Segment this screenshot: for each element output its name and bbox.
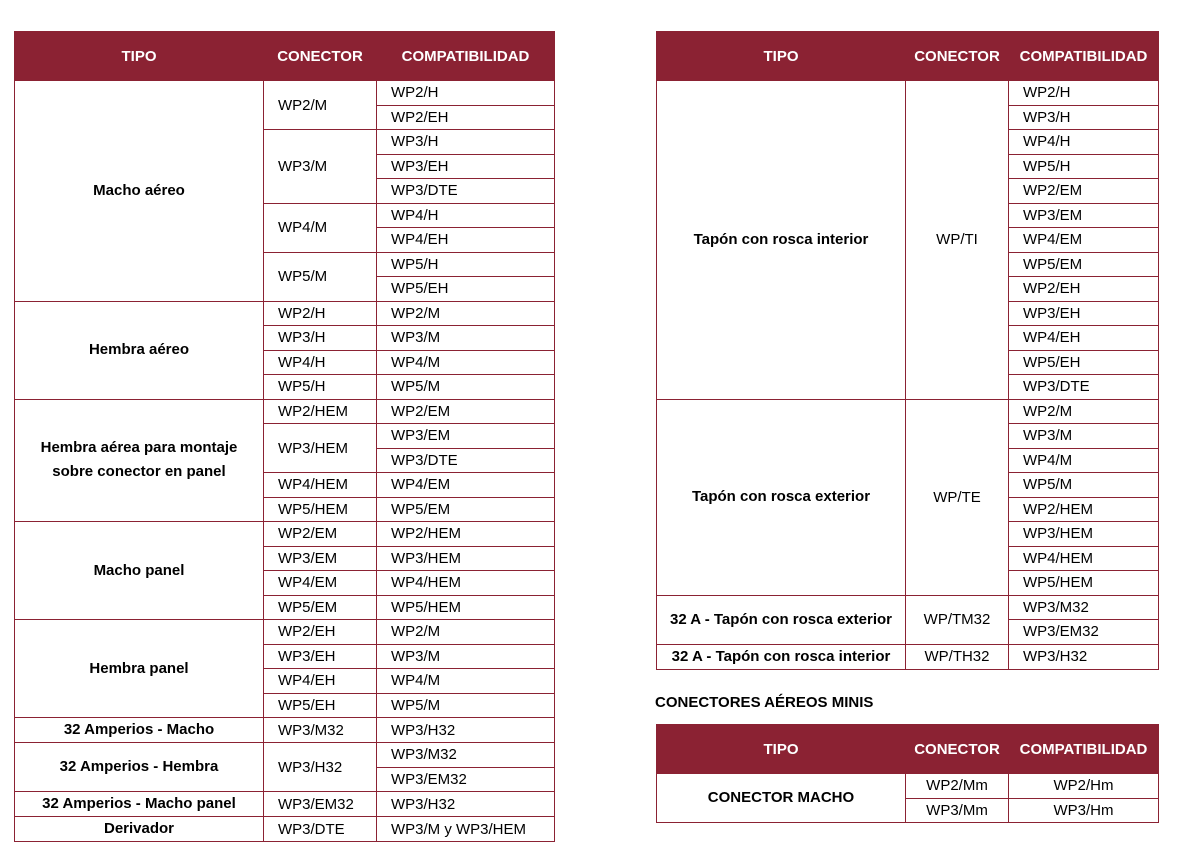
compat-cell: WP4/EH: [1009, 326, 1159, 351]
connector-cell: WP3/EM: [264, 546, 377, 571]
compat-cell: WP5/EH: [377, 277, 555, 302]
table-row: [657, 595, 1159, 620]
compat-cell: WP3/H32: [1009, 644, 1159, 669]
mini-connectors-title: CONECTORES AÉREOS MINIS: [655, 694, 874, 711]
compat-cell: WP2/HEM: [1009, 497, 1159, 522]
compat-cell: WP5/EH: [1009, 350, 1159, 375]
table-row: [15, 522, 555, 547]
compat-cell: WP3/EH: [1009, 301, 1159, 326]
compat-cell: WP3/EM32: [1009, 620, 1159, 645]
connector-cell: WP4/H: [264, 350, 377, 375]
compat-cell: WP5/HEM: [377, 595, 555, 620]
compat-cell: WP5/H: [1009, 154, 1159, 179]
table-row: [657, 81, 1159, 106]
type-cell: Hembra aéreo: [15, 301, 264, 399]
compat-cell: WP3/DTE: [1009, 375, 1159, 400]
header-tipo: TIPO: [657, 32, 906, 81]
compat-cell: WP2/EH: [377, 105, 555, 130]
connector-cell: WP3/EH: [264, 644, 377, 669]
compat-cell: WP3/M32: [377, 743, 555, 768]
compatibility-table-left: [14, 31, 555, 842]
table-row: [15, 620, 555, 645]
compat-cell: WP5/EM: [377, 497, 555, 522]
connector-cell: WP/TE: [906, 399, 1009, 595]
compat-cell: WP5/H: [377, 252, 555, 277]
connector-cell: WP4/EH: [264, 669, 377, 694]
compatibility-table-mini: [656, 724, 1159, 823]
table-row: [657, 774, 1159, 799]
compat-cell: WP4/M: [1009, 448, 1159, 473]
header-conector: CONECTOR: [264, 32, 377, 81]
connector-cell: WP2/H: [264, 301, 377, 326]
compat-cell: WP2/EM: [377, 399, 555, 424]
header-tipo: TIPO: [657, 725, 906, 774]
compat-cell: WP3/HEM: [1009, 522, 1159, 547]
compat-cell: WP3/EM: [377, 424, 555, 449]
compat-cell: WP4/H: [377, 203, 555, 228]
header-conector: CONECTOR: [906, 32, 1009, 81]
compat-cell: WP5/M: [1009, 473, 1159, 498]
compat-cell: WP2/M: [377, 301, 555, 326]
compat-cell: WP3/DTE: [377, 179, 555, 204]
header-compatibilidad: COMPATIBILIDAD: [1009, 725, 1159, 774]
compat-cell: WP2/H: [377, 81, 555, 106]
compat-cell: WP5/HEM: [1009, 571, 1159, 596]
type-cell: Tapón con rosca exterior: [657, 399, 906, 595]
compat-cell: WP3/EM: [1009, 203, 1159, 228]
table-row: [15, 81, 555, 106]
compat-cell: WP3/H32: [377, 792, 555, 817]
compat-cell: WP3/M32: [1009, 595, 1159, 620]
connector-cell: WP3/EM32: [264, 792, 377, 817]
connector-cell: WP4/M: [264, 203, 377, 252]
connector-cell: WP2/HEM: [264, 399, 377, 424]
type-cell: 32 Amperios - Macho: [15, 718, 264, 743]
table-row: [15, 718, 555, 743]
type-cell: Macho panel: [15, 522, 264, 620]
table-row: [15, 817, 555, 842]
header-compatibilidad: COMPATIBILIDAD: [1009, 32, 1159, 81]
compat-cell: WP4/M: [377, 350, 555, 375]
compat-cell: WP2/EM: [1009, 179, 1159, 204]
table-row: [15, 743, 555, 768]
connector-cell: WP2/EH: [264, 620, 377, 645]
connector-cell: WP5/H: [264, 375, 377, 400]
compat-cell: WP3/Hm: [1009, 798, 1159, 823]
compat-cell: WP5/M: [377, 693, 555, 718]
type-cell: 32 Amperios - Macho panel: [15, 792, 264, 817]
connector-cell: WP2/M: [264, 81, 377, 130]
table-row: [15, 301, 555, 326]
table-row: [657, 644, 1159, 669]
compat-cell: WP4/M: [377, 669, 555, 694]
type-cell: 32 A - Tapón con rosca interior: [657, 644, 906, 669]
table-row: [15, 399, 555, 424]
compat-cell: WP3/EH: [377, 154, 555, 179]
compat-cell: WP3/H: [377, 130, 555, 155]
compat-cell: WP4/EM: [1009, 228, 1159, 253]
compat-cell: WP3/M y WP3/HEM: [377, 817, 555, 842]
compat-cell: WP3/DTE: [377, 448, 555, 473]
compat-cell: WP3/M: [377, 326, 555, 351]
compat-cell: WP3/H32: [377, 718, 555, 743]
compatibility-table-right: [656, 31, 1159, 670]
connector-cell: WP5/HEM: [264, 497, 377, 522]
compat-cell: WP2/M: [377, 620, 555, 645]
connector-cell: WP3/M32: [264, 718, 377, 743]
connector-cell: WP5/M: [264, 252, 377, 301]
connector-cell: WP5/EH: [264, 693, 377, 718]
type-cell: 32 Amperios - Hembra: [15, 743, 264, 792]
type-cell: Derivador: [15, 817, 264, 842]
compat-cell: WP4/H: [1009, 130, 1159, 155]
compat-cell: WP4/HEM: [1009, 546, 1159, 571]
connector-cell: WP4/HEM: [264, 473, 377, 498]
type-cell: Tapón con rosca interior: [657, 81, 906, 400]
compat-cell: WP2/Hm: [1009, 774, 1159, 799]
table-row: [657, 399, 1159, 424]
header-conector: CONECTOR: [906, 725, 1009, 774]
connector-cell: WP/TM32: [906, 595, 1009, 644]
compat-cell: WP2/EH: [1009, 277, 1159, 302]
compat-cell: WP3/EM32: [377, 767, 555, 792]
connector-cell: WP3/H: [264, 326, 377, 351]
compat-cell: WP3/HEM: [377, 546, 555, 571]
compat-cell: WP3/H: [1009, 105, 1159, 130]
compat-cell: WP3/M: [1009, 424, 1159, 449]
connector-cell: WP3/DTE: [264, 817, 377, 842]
compat-cell: WP4/HEM: [377, 571, 555, 596]
type-cell: Hembra panel: [15, 620, 264, 718]
type-cell: Macho aéreo: [15, 81, 264, 302]
connector-cell: WP3/H32: [264, 743, 377, 792]
connector-cell: WP3/Mm: [906, 798, 1009, 823]
header-compatibilidad: COMPATIBILIDAD: [377, 32, 555, 81]
header-tipo: TIPO: [15, 32, 264, 81]
compat-cell: WP5/M: [377, 375, 555, 400]
compat-cell: WP5/EM: [1009, 252, 1159, 277]
table-row: [15, 792, 555, 817]
type-cell: 32 A - Tapón con rosca exterior: [657, 595, 906, 644]
connector-cell: WP/TI: [906, 81, 1009, 400]
connector-cell: WP/TH32: [906, 644, 1009, 669]
type-cell: CONECTOR MACHO: [657, 774, 906, 823]
compat-cell: WP4/EM: [377, 473, 555, 498]
type-cell: Hembra aérea para montaje sobre conector en panel: [15, 399, 264, 522]
compat-cell: WP4/EH: [377, 228, 555, 253]
compat-cell: WP2/M: [1009, 399, 1159, 424]
connector-cell: WP3/HEM: [264, 424, 377, 473]
compat-cell: WP2/H: [1009, 81, 1159, 106]
connector-cell: WP2/EM: [264, 522, 377, 547]
compat-cell: WP2/HEM: [377, 522, 555, 547]
connector-cell: WP2/Mm: [906, 774, 1009, 799]
connector-cell: WP5/EM: [264, 595, 377, 620]
connector-cell: WP3/M: [264, 130, 377, 204]
connector-cell: WP4/EM: [264, 571, 377, 596]
compat-cell: WP3/M: [377, 644, 555, 669]
